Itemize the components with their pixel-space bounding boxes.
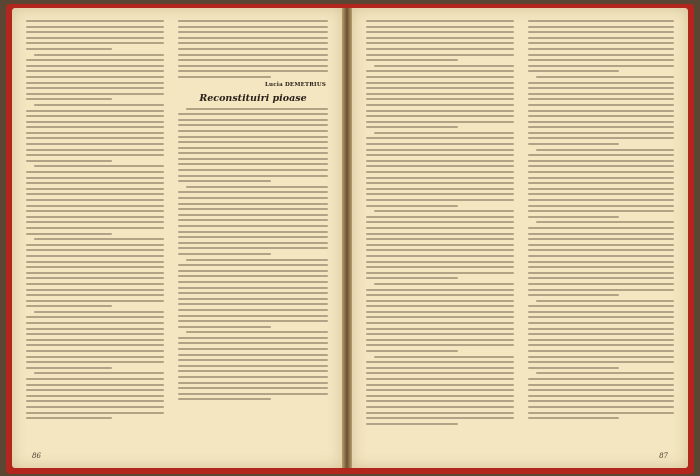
right-page-column-1 <box>366 20 514 438</box>
left-page <box>12 8 342 468</box>
article-title: Reconstituiri pioase <box>199 92 307 104</box>
left-page-column-2 <box>178 20 328 438</box>
left-page-column-1 <box>26 20 164 438</box>
author-signature: Lucia DEMETRIUS <box>264 81 326 88</box>
book-gutter <box>342 8 352 468</box>
page-number-left: 86 <box>32 452 41 460</box>
right-page <box>352 8 688 468</box>
page-number-right: 87 <box>659 452 668 460</box>
right-page-column-2 <box>528 20 674 438</box>
